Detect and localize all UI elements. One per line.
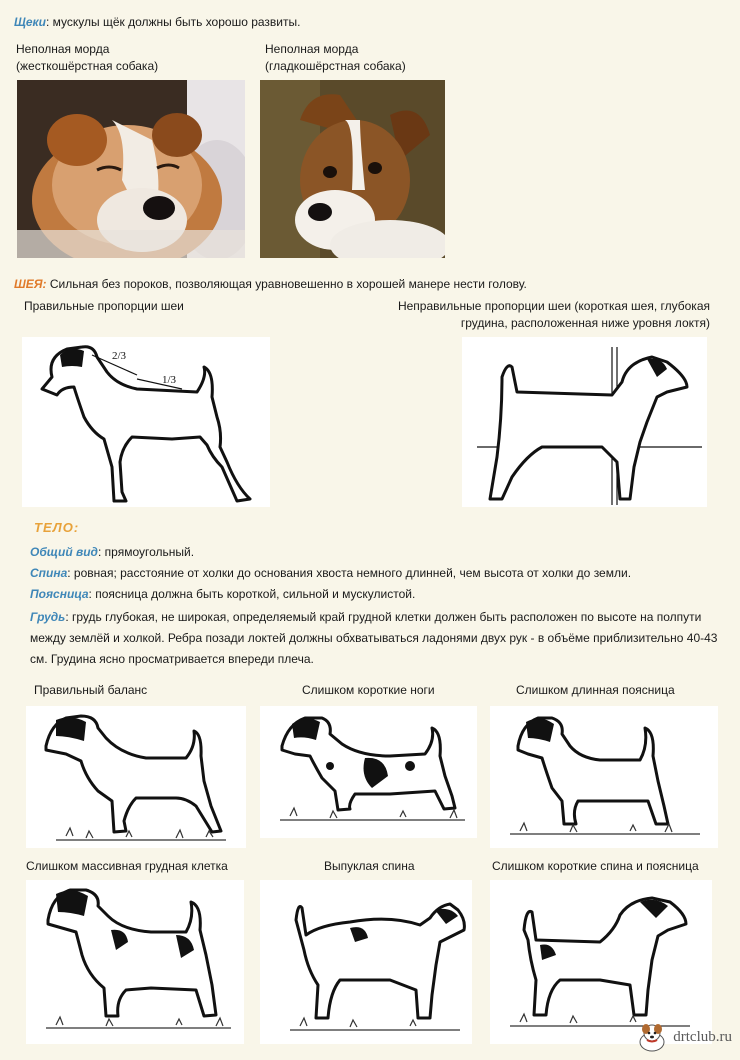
- dog-logo-icon: [635, 1020, 669, 1054]
- body-text: : ровная; расстояние от холки до основания хвоста немного длинней, чем высота от холки до земли.: [67, 566, 632, 580]
- neck-paragraph: [14, 276, 527, 293]
- body-heading: ТЕЛО:: [34, 520, 80, 535]
- body-chest: [30, 607, 730, 670]
- body-general: [30, 544, 730, 561]
- sketch-correct-balance: [26, 706, 246, 848]
- sketch-roach-back: [260, 880, 472, 1044]
- figure-caption: Слишком массивная грудная клетка: [26, 859, 228, 873]
- fraction-upper: 2/3: [112, 350, 127, 362]
- figure-caption: Слишком длинная поясница: [516, 683, 675, 697]
- caption-line: Неполная морда: [16, 42, 110, 56]
- figure-caption: Выпуклая спина: [324, 859, 415, 873]
- sketch-massive-chest: [26, 880, 244, 1044]
- figure-caption: Слишком короткие ноги: [302, 683, 435, 697]
- body-term: Поясница: [30, 587, 89, 601]
- body-term: Грудь: [30, 610, 66, 624]
- photo-caption-wirehaired: [16, 41, 158, 75]
- neck-correct-caption: Правильные пропорции шеи: [24, 299, 184, 313]
- body-back: [30, 565, 730, 582]
- caption-line: (гладкошёрстная собака): [265, 59, 406, 73]
- body-text: : прямоугольный.: [97, 545, 195, 559]
- neck-incorrect-caption: [398, 298, 710, 332]
- caption-line: Неправильные пропорции шеи (короткая шея, глубокая: [397, 299, 710, 313]
- neck-text: Сильная без пороков, позволяющая уравновешенно в хорошей манере нести голову.: [46, 277, 527, 291]
- cheeks-term: Щеки: [14, 15, 46, 29]
- cheeks-paragraph: [14, 14, 300, 31]
- sketch-short-legs: [260, 706, 477, 838]
- neck-correct-sketch: [22, 337, 270, 507]
- body-loin: [30, 586, 730, 603]
- cheeks-text: : мускулы щёк должны быть хорошо развиты.: [45, 15, 301, 29]
- body-term: Общий вид: [30, 545, 98, 559]
- smoothcoat-dog-photo: [260, 80, 445, 258]
- body-text: : грудь глубокая, не широкая, определяемый край грудной клетки должен быть расположен по высоте на полпути между землёй и холкой. Ребра позади локтей должны обхватываться ладонями двух рук - в объёме приблизительно 40-43 см. Грудина ясно просматривается впереди плеча.: [30, 610, 718, 666]
- figure-caption: Слишком короткие спина и поясница: [492, 859, 699, 873]
- caption-line: Неполная морда: [265, 42, 359, 56]
- neck-incorrect-sketch: [462, 337, 707, 507]
- body-term: Спина: [30, 566, 68, 580]
- body-text: : поясница должна быть короткой, сильной и мускулистой.: [88, 587, 416, 601]
- fraction-lower: 1/3: [162, 374, 177, 386]
- caption-line: (жесткошёрстная собака): [16, 59, 159, 73]
- wirehaired-dog-photo: [17, 80, 245, 258]
- figure-caption: Правильный баланс: [34, 683, 148, 697]
- caption-line: грудина, расположенная ниже уровня локтя): [460, 316, 710, 330]
- neck-term: ШЕЯ:: [14, 277, 47, 291]
- site-logo: [635, 1020, 732, 1054]
- photo-caption-smoothcoat: [265, 41, 406, 75]
- site-logo-text[interactable]: drtclub.ru: [673, 1028, 732, 1045]
- sketch-long-loin: [490, 706, 718, 848]
